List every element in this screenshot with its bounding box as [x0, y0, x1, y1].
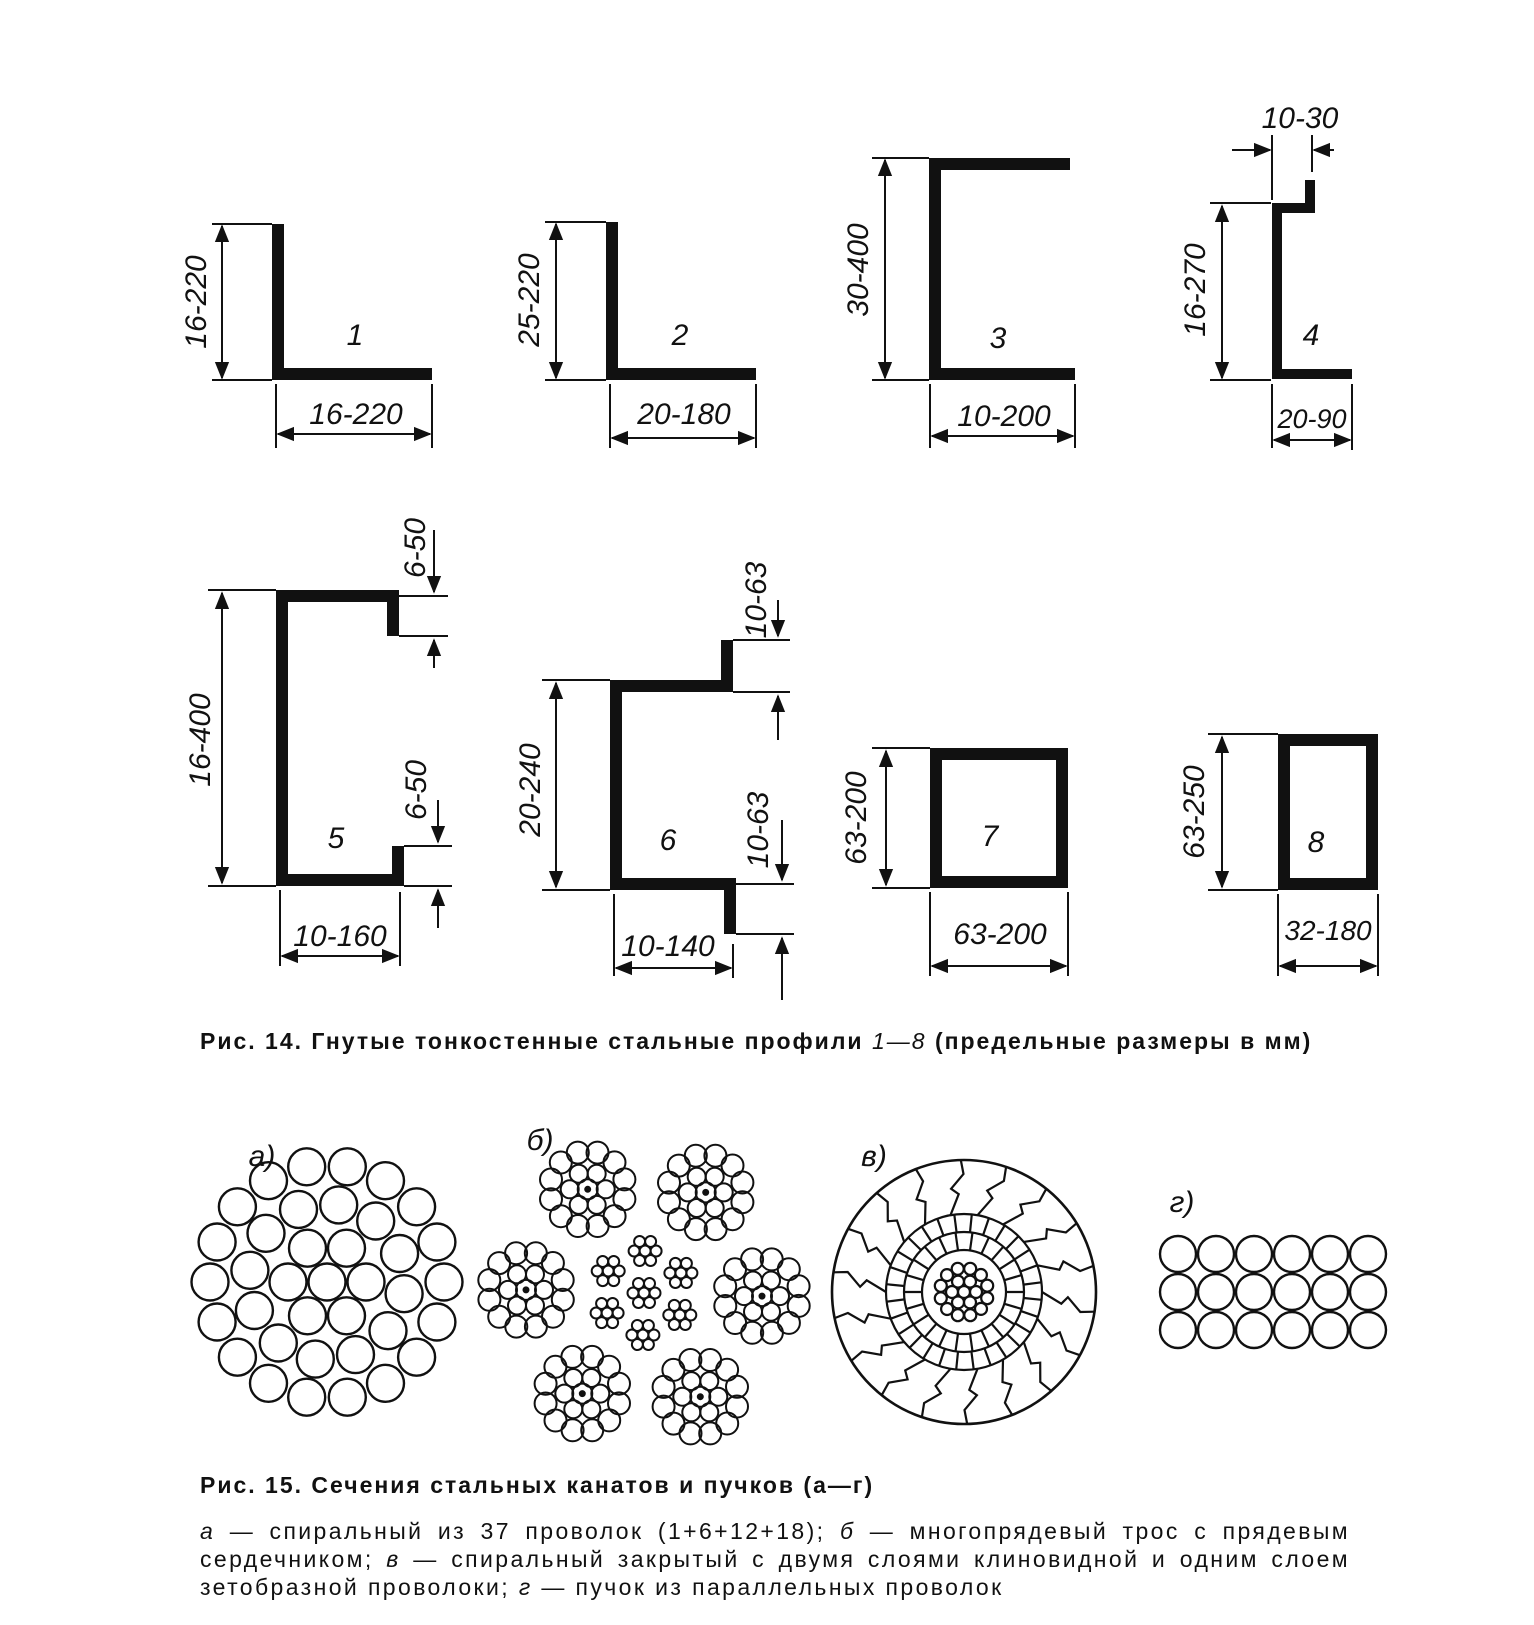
- profile-6-height: 20-240: [514, 743, 547, 837]
- profile-7-height: 63-200: [840, 771, 873, 865]
- strand-wire: [658, 1172, 680, 1194]
- keystone-wire-edge: [891, 1313, 908, 1319]
- wire: [329, 1379, 366, 1416]
- outer-circle: [832, 1160, 1096, 1424]
- figure-15-legend: [200, 1517, 1350, 1601]
- profile-3-height: 30-400: [842, 223, 875, 317]
- strand-wire: [488, 1306, 510, 1328]
- keystone-wire-edge: [906, 1275, 923, 1280]
- strand-wire: [706, 1199, 724, 1217]
- wire: [398, 1339, 435, 1376]
- strand-wire: [608, 1373, 630, 1395]
- strand-wire: [542, 1306, 564, 1328]
- strand-wire: [714, 1295, 736, 1317]
- parallel-wire: [1274, 1312, 1310, 1348]
- strand-wire: [545, 1410, 567, 1432]
- keystone-wire-edge: [914, 1315, 929, 1325]
- keystone-wire-edge: [886, 1284, 904, 1286]
- wire: [192, 1264, 229, 1301]
- z-wire: [965, 1369, 978, 1424]
- wire: [367, 1162, 404, 1199]
- profile-7-number: 7: [981, 820, 999, 853]
- z-wire: [1024, 1223, 1077, 1242]
- wire: [337, 1336, 374, 1373]
- z-wire: [1024, 1342, 1052, 1391]
- parallel-wire: [1312, 1236, 1348, 1272]
- parallel-wire: [1160, 1312, 1196, 1348]
- strand-wire: [526, 1297, 544, 1315]
- wire: [270, 1264, 307, 1301]
- core-wire: [645, 1255, 656, 1266]
- strand-wire: [724, 1312, 746, 1334]
- strand-wire: [663, 1413, 685, 1435]
- core-wire: [670, 1258, 681, 1269]
- wire: [199, 1224, 236, 1261]
- strand-wire: [478, 1289, 500, 1311]
- strand-wire: [778, 1312, 800, 1334]
- z-wire: [834, 1272, 887, 1292]
- wire: [320, 1186, 357, 1223]
- legend-g-text: — пучок из параллельных проволок: [541, 1574, 1004, 1600]
- legend-v-key: в: [386, 1546, 401, 1572]
- profile-5: [208, 530, 452, 966]
- bundle-g-section: [1160, 1236, 1386, 1348]
- keystone-wire-edge: [992, 1324, 1004, 1338]
- keystone-wire-edge: [981, 1330, 989, 1346]
- legend-b-key: б: [839, 1518, 856, 1544]
- core-wire: [644, 1297, 655, 1308]
- strand-wire: [524, 1287, 529, 1292]
- profile-1-height: 16-220: [180, 255, 213, 349]
- keystone-wire-edge: [1015, 1323, 1030, 1332]
- legend-g-key: г: [518, 1574, 533, 1600]
- strand-wire: [582, 1400, 600, 1418]
- strand-wire: [598, 1409, 620, 1431]
- profile-8-height: 63-250: [1178, 765, 1211, 859]
- keystone-wire-edge: [956, 1334, 959, 1352]
- keystone-wire-edge: [970, 1214, 972, 1232]
- strand-wire: [762, 1272, 780, 1290]
- strand-wire: [588, 1165, 606, 1183]
- wire: [250, 1365, 287, 1402]
- profile-5-lip-bottom: 6-50: [400, 759, 433, 821]
- wire: [370, 1312, 407, 1349]
- profile-2-width: 20-180: [637, 398, 731, 431]
- strand-wire: [508, 1265, 526, 1283]
- z-wire: [1037, 1319, 1080, 1356]
- strand-wire: [604, 1151, 626, 1173]
- wire: [199, 1304, 236, 1341]
- legend-a-text: — спиральный из 37 проволок (1+6+12+18);: [229, 1518, 826, 1544]
- keystone-wire-edge: [1020, 1265, 1037, 1271]
- keystone-wire-edge: [910, 1335, 923, 1348]
- core-wire: [644, 1278, 655, 1289]
- figure-14-caption-prefix: Рис. 14.: [200, 1028, 304, 1054]
- strand-wire: [682, 1372, 700, 1390]
- strand-wire: [788, 1295, 810, 1317]
- keystone-wire-edge: [887, 1299, 905, 1301]
- wire: [280, 1191, 317, 1228]
- profile-7-width: 63-200: [953, 918, 1047, 951]
- strand-wire: [706, 1168, 724, 1186]
- keystone-wire-edge: [1021, 1311, 1038, 1317]
- center-wire: [964, 1296, 976, 1308]
- figure-15-caption: Рис. 15. Сечения стальных канатов и пучков (а—г): [200, 1472, 875, 1498]
- wire: [398, 1188, 435, 1225]
- strand-wire: [724, 1258, 746, 1280]
- strand-wire: [716, 1413, 738, 1435]
- profile-3-number: 3: [989, 322, 1007, 355]
- z-wire: [1003, 1360, 1013, 1415]
- z-wire: [916, 1169, 926, 1224]
- z-wire: [835, 1313, 891, 1323]
- keystone-wire-edge: [925, 1324, 937, 1338]
- strand-wire: [722, 1155, 744, 1177]
- parallel-wire: [1350, 1312, 1386, 1348]
- keystone-wire-edge: [995, 1226, 1004, 1241]
- rope-a-section: [192, 1148, 463, 1415]
- rope-a-label: а): [248, 1140, 276, 1173]
- keystone-wire-edge: [937, 1219, 943, 1236]
- strand-wire: [658, 1191, 680, 1213]
- parallel-wire: [1274, 1236, 1310, 1272]
- keystone-wire-edge: [906, 1304, 923, 1309]
- figure-14-caption-suffix: (предельные размеры в мм): [934, 1028, 1313, 1054]
- wire: [248, 1215, 285, 1252]
- keystone-wire-edge: [899, 1325, 914, 1335]
- keystone-wire-edge: [908, 1238, 921, 1251]
- profile-6-lip-bottom: 10-63: [742, 791, 775, 869]
- core-wire: [632, 1320, 643, 1331]
- z-wire: [882, 1360, 925, 1396]
- wire: [288, 1379, 325, 1416]
- profile-4: [1210, 135, 1352, 450]
- strand-wire: [552, 1289, 574, 1311]
- wire: [329, 1148, 366, 1185]
- core-wire: [680, 1319, 691, 1330]
- wire: [288, 1148, 325, 1185]
- profile-5-number: 5: [327, 822, 345, 855]
- core-wire: [607, 1298, 618, 1309]
- profile-4-height: 16-270: [1179, 243, 1212, 337]
- strand-wire: [760, 1294, 765, 1299]
- rope-b-section: [478, 1142, 809, 1445]
- strand-wire: [550, 1205, 572, 1227]
- layer-circle: [922, 1250, 1006, 1334]
- keystone-wire-edge: [981, 1237, 989, 1253]
- profile-3-width: 10-200: [957, 400, 1051, 433]
- strand-wire: [585, 1187, 590, 1192]
- strand-wire: [700, 1403, 718, 1421]
- strand-wire: [550, 1152, 572, 1174]
- core-wire: [680, 1300, 691, 1311]
- strand-wire: [564, 1369, 582, 1387]
- keystone-wire-edge: [954, 1215, 956, 1233]
- keystone-wire-edge: [992, 1247, 1004, 1261]
- core-wire: [607, 1317, 618, 1328]
- strand-wire: [544, 1356, 566, 1378]
- strand-wire: [703, 1190, 708, 1195]
- wire: [309, 1264, 346, 1301]
- strand-wire: [526, 1265, 544, 1283]
- core-wire: [669, 1300, 680, 1311]
- profile-2-height: 25-220: [513, 253, 546, 347]
- z-wire: [1003, 1189, 1046, 1225]
- strand-wire: [698, 1394, 703, 1399]
- wire: [289, 1297, 326, 1334]
- keystone-wire-edge: [939, 1349, 945, 1366]
- core-wire: [643, 1320, 654, 1331]
- strand-wire: [552, 1269, 574, 1291]
- core-wire: [681, 1258, 692, 1269]
- profile-6-width: 10-140: [621, 930, 715, 963]
- keystone-wire-edge: [1004, 1304, 1021, 1309]
- core-wire: [681, 1277, 692, 1288]
- keystone-wire-edge: [1007, 1334, 1020, 1347]
- parallel-wire: [1350, 1236, 1386, 1272]
- strand-wire: [588, 1196, 606, 1214]
- profile-6-lip-top: 10-63: [740, 561, 773, 639]
- legend-v-text: — спиральный закрытый с двумя слоями клиновидной и одним слоем зетобразной проволоки;: [200, 1546, 1350, 1600]
- core-wire: [634, 1236, 645, 1247]
- wire: [289, 1230, 326, 1267]
- profile-1-number: 1: [346, 319, 364, 352]
- core-wire: [608, 1275, 619, 1286]
- core-wire: [608, 1256, 619, 1267]
- parallel-wire: [1274, 1274, 1310, 1310]
- z-wire: [1037, 1261, 1093, 1271]
- strand-wire: [582, 1369, 600, 1387]
- profile-8-number: 8: [1307, 826, 1325, 859]
- parallel-wire: [1160, 1274, 1196, 1310]
- strand-wire: [762, 1303, 780, 1321]
- keystone-wire-edge: [956, 1233, 959, 1251]
- wire: [260, 1325, 297, 1362]
- keystone-wire-edge: [890, 1267, 907, 1273]
- strand-wire: [688, 1168, 706, 1186]
- wire: [236, 1292, 273, 1329]
- keystone-wire-edge: [939, 1237, 947, 1253]
- parallel-wire: [1198, 1274, 1234, 1310]
- profile-4-width: 20-90: [1277, 404, 1347, 434]
- keystone-wire-edge: [970, 1233, 973, 1251]
- wire: [418, 1304, 455, 1341]
- strand-wire: [570, 1165, 588, 1183]
- strand-wire: [542, 1252, 564, 1274]
- profile-2-number: 2: [671, 319, 689, 352]
- figure-14-caption-main: Гнутые тонкостенные стальные профили: [311, 1028, 864, 1054]
- wire: [219, 1188, 256, 1225]
- center-wire: [981, 1280, 993, 1292]
- profile-4-number: 4: [1302, 319, 1320, 352]
- wire: [328, 1297, 365, 1334]
- figure-14-caption-range: 1—8: [871, 1028, 927, 1054]
- strand-wire: [788, 1275, 810, 1297]
- keystone-wire-edge: [898, 1251, 913, 1260]
- strand-wire: [668, 1208, 690, 1230]
- keystone-wire-edge: [999, 1260, 1014, 1270]
- legend-a-key: а: [200, 1518, 216, 1544]
- keystone-wire-edge: [1004, 1275, 1021, 1280]
- wire: [357, 1203, 394, 1240]
- strand-wire: [668, 1155, 690, 1177]
- profile-8-width: 32-180: [1284, 915, 1372, 946]
- z-wire: [851, 1342, 904, 1361]
- parallel-wire: [1198, 1236, 1234, 1272]
- keystone-wire-edge: [970, 1334, 973, 1352]
- keystone-wire-edge: [983, 1218, 989, 1235]
- parallel-wire: [1312, 1312, 1348, 1348]
- wire: [367, 1365, 404, 1402]
- keystone-wire-edge: [997, 1342, 1007, 1357]
- strand-wire: [604, 1205, 626, 1227]
- profile-1-width: 16-220: [309, 398, 403, 431]
- center-wire: [964, 1309, 976, 1321]
- core-wire: [633, 1278, 644, 1289]
- parallel-wire: [1236, 1236, 1272, 1272]
- strand-wire: [478, 1269, 500, 1291]
- wire: [426, 1264, 463, 1301]
- legend-b-text: — многопрядевый трос с прядевым сердечником;: [200, 1518, 1351, 1572]
- keystone-wire-edge: [1006, 1236, 1019, 1249]
- strand-wire: [598, 1356, 620, 1378]
- center-wire: [935, 1292, 947, 1304]
- z-wire: [978, 1167, 1007, 1215]
- keystone-wire-edge: [922, 1227, 932, 1242]
- keystone-wire-edge: [939, 1330, 947, 1346]
- wire: [219, 1339, 256, 1376]
- wire: [328, 1230, 365, 1267]
- core-wire: [596, 1298, 607, 1309]
- bundle-g-label: г): [1169, 1186, 1195, 1219]
- parallel-wire: [1236, 1312, 1272, 1348]
- z-wire: [951, 1160, 964, 1215]
- keystone-wire-edge: [923, 1343, 932, 1358]
- figure-14-caption: [200, 1028, 1360, 1055]
- rope-b-label: б): [526, 1124, 554, 1157]
- strand-wire: [662, 1359, 684, 1381]
- strand-wire: [700, 1372, 718, 1390]
- keystone-wire-edge: [1014, 1250, 1029, 1260]
- wire: [297, 1341, 334, 1378]
- keystone-wire-edge: [956, 1352, 958, 1370]
- strand-wire: [488, 1252, 510, 1274]
- profile-4-lip: 10-30: [1261, 102, 1339, 135]
- profile-6-number: 6: [659, 824, 677, 857]
- parallel-wire: [1350, 1274, 1386, 1310]
- profile-5-lip-top: 6-50: [399, 517, 432, 579]
- wire: [418, 1224, 455, 1261]
- strand-wire: [608, 1392, 630, 1414]
- wire: [386, 1275, 423, 1312]
- strand-wire: [778, 1258, 800, 1280]
- parallel-wire: [1198, 1312, 1234, 1348]
- parallel-wire: [1236, 1274, 1272, 1310]
- keystone-wire-edge: [1024, 1282, 1042, 1284]
- strand-wire: [722, 1208, 744, 1230]
- core-wire: [597, 1256, 608, 1267]
- strand-wire: [580, 1391, 585, 1396]
- z-wire: [877, 1193, 905, 1242]
- center-wire: [952, 1263, 964, 1275]
- wire: [348, 1264, 385, 1301]
- keystone-wire-edge: [999, 1315, 1014, 1325]
- z-wire: [1042, 1292, 1095, 1312]
- core-wire: [645, 1236, 656, 1247]
- strand-wire: [714, 1275, 736, 1297]
- wire: [381, 1235, 418, 1272]
- parallel-wire: [1160, 1236, 1196, 1272]
- wire: [231, 1252, 268, 1289]
- profile-5-height: 16-400: [184, 693, 217, 787]
- keystone-wire-edge: [925, 1247, 937, 1261]
- rope-v-section: [832, 1160, 1096, 1424]
- strand-wire: [744, 1272, 762, 1290]
- core-wire: [643, 1339, 654, 1350]
- parallel-wire: [1312, 1274, 1348, 1310]
- center-wire: [964, 1276, 976, 1288]
- keystone-wire-edge: [1024, 1298, 1042, 1300]
- keystone-wire-edge: [985, 1348, 991, 1365]
- center-wire: [952, 1276, 964, 1288]
- keystone-wire-edge: [914, 1260, 929, 1270]
- z-wire: [922, 1369, 951, 1417]
- keystone-wire-edge: [971, 1352, 973, 1370]
- profile-5-width: 10-160: [293, 920, 387, 953]
- strand-wire: [716, 1359, 738, 1381]
- z-wire: [848, 1229, 891, 1266]
- rope-v-label: в): [861, 1140, 887, 1173]
